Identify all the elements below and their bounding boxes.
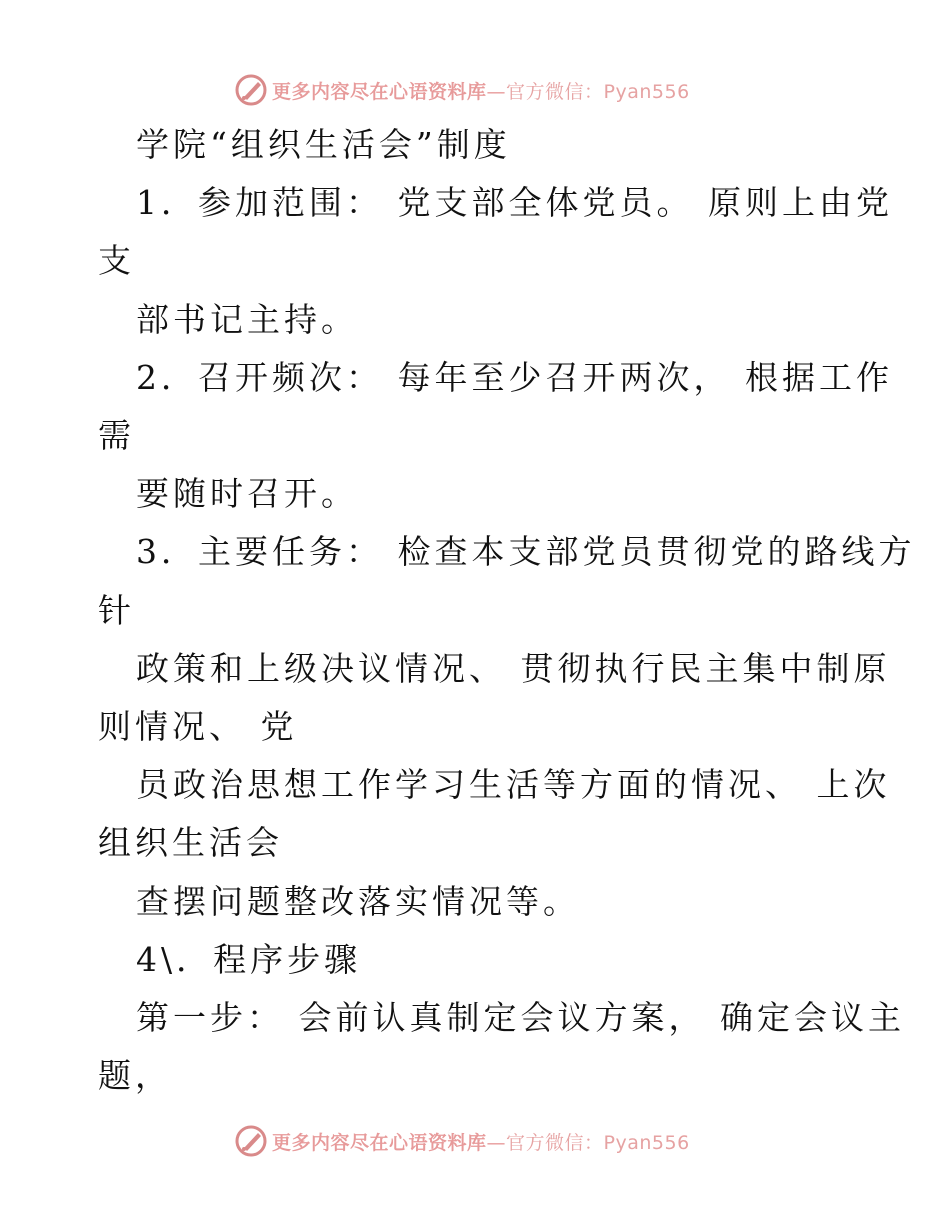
watermark-text	[272, 1128, 690, 1155]
text-line: 1．参加范围： 党支部全体党员。 原则上由党	[136, 183, 893, 223]
text-line: 则情况、 党	[98, 707, 298, 747]
text-line: 需	[98, 416, 135, 456]
text-line: 员政治思想工作学习生活等方面的情况、 上次	[136, 765, 891, 805]
text-line: 部书记主持。	[136, 299, 358, 339]
text-line: 组织生活会	[98, 823, 283, 863]
text-line: 2．召开频次： 每年至少召开两次， 根据工作	[136, 357, 893, 397]
text-line: 政策和上级决议情况、 贯彻执行民主集中制原	[136, 648, 891, 688]
text-line: 题，	[98, 1056, 172, 1096]
watermark-wechat: 官方微信：Pyan556	[506, 80, 690, 103]
text-line: 支	[98, 241, 135, 281]
pen-logo-icon	[234, 1124, 268, 1158]
watermark-header	[234, 72, 690, 108]
watermark-site: 更多内容尽在心语资料库	[272, 1131, 487, 1154]
text-line: 学院“组织生活会”制度	[136, 125, 511, 164]
watermark-site: 更多内容尽在心语资料库	[272, 80, 487, 103]
text-line: 针	[98, 590, 135, 630]
text-line: 3．主要任务： 检查本支部党员贯彻党的路线方	[136, 532, 916, 572]
text-line: 第一步： 会前认真制定会议方案， 确定会议主	[136, 998, 905, 1038]
pen-logo-icon	[234, 73, 268, 107]
watermark-footer	[234, 1123, 690, 1159]
watermark-text	[272, 77, 690, 104]
watermark-dash: —	[486, 80, 507, 103]
watermark-wechat: 官方微信：Pyan556	[506, 1131, 690, 1154]
document-body	[98, 116, 916, 1105]
text-line: 4\．程序步骤	[136, 939, 362, 979]
text-line: 查摆问题整改落实情况等。	[136, 881, 580, 921]
watermark-dash: —	[486, 1131, 507, 1154]
text-line: 要随时召开。	[136, 474, 358, 514]
